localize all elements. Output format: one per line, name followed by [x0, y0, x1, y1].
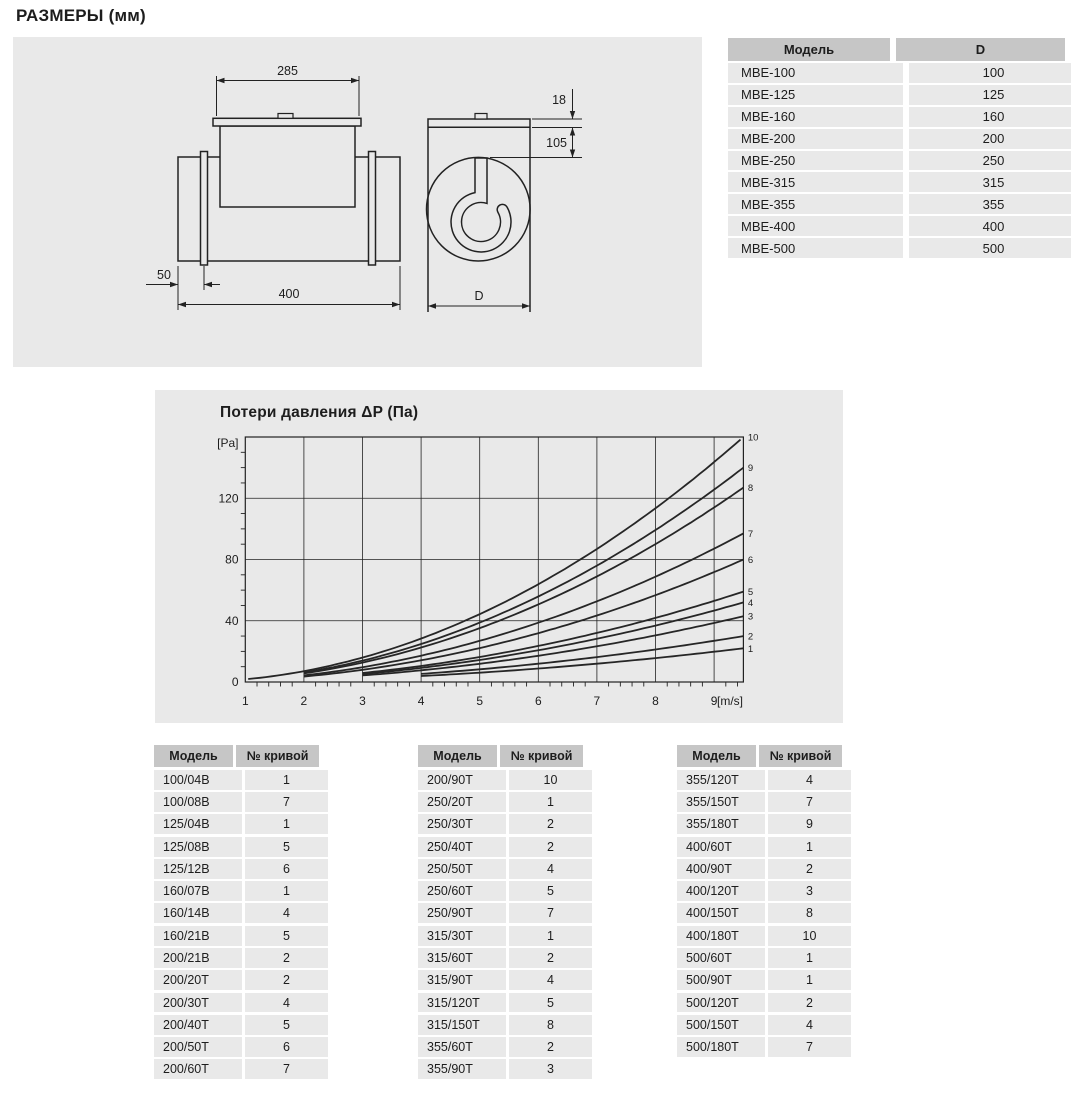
value-cell: 125: [909, 85, 1071, 105]
model-cell: 500/60Т: [677, 948, 765, 968]
value-cell: 2: [509, 948, 592, 968]
model-cell: 500/120Т: [677, 993, 765, 1013]
table-row: [677, 792, 851, 812]
model-cell: МВЕ-200: [728, 129, 903, 149]
table-header-row: [728, 38, 1071, 61]
model-cell: 315/60Т: [418, 948, 506, 968]
dimension-arrow: [570, 111, 575, 119]
table-row: [677, 770, 851, 790]
dimension-arrow: [204, 282, 212, 287]
value-cell: 2: [245, 970, 328, 990]
value-cell: 160: [909, 107, 1071, 127]
value-cell: 4: [768, 1015, 851, 1035]
value-cell: 1: [245, 881, 328, 901]
value-cell: 6: [245, 1037, 328, 1057]
x-tick-label: 4: [417, 694, 425, 708]
table-row: [418, 814, 592, 834]
table-row: [677, 993, 851, 1013]
value-cell: 200: [909, 129, 1071, 149]
table-row: [418, 1059, 592, 1079]
model-cell: 315/150Т: [418, 1015, 506, 1035]
table-row: [154, 792, 328, 812]
value-cell: 4: [245, 993, 328, 1013]
model-cell: 400/120Т: [677, 881, 765, 901]
x-tick-label: 5: [476, 694, 484, 708]
y-tick-label: 0: [231, 675, 239, 690]
table-row: [677, 1037, 851, 1057]
y-tick-label: 40: [225, 613, 239, 628]
table-row: [154, 770, 328, 790]
table-row: [418, 837, 592, 857]
value-cell: 2: [509, 814, 592, 834]
curve-label-8: 8: [747, 483, 754, 495]
dim-label-18: 18: [552, 93, 566, 107]
value-cell: 7: [768, 792, 851, 812]
value-cell: 4: [768, 770, 851, 790]
model-cell: 200/60Т: [154, 1059, 242, 1079]
table-row: [154, 1015, 328, 1035]
model-cell: 315/90Т: [418, 970, 506, 990]
table-row: [677, 859, 851, 879]
x-tick-label: 2: [300, 694, 308, 708]
value-cell: 1: [768, 948, 851, 968]
value-cell: 7: [245, 1059, 328, 1079]
table-row: [418, 970, 592, 990]
model-cell: 355/120Т: [677, 770, 765, 790]
table-row: [728, 107, 1071, 127]
value-cell: 4: [245, 903, 328, 923]
table-row: [154, 948, 328, 968]
curve-table-2: [418, 745, 592, 1082]
chart-title: Потери давления ΔP (Па): [220, 404, 419, 421]
table-row: [677, 837, 851, 857]
model-cell: 100/08В: [154, 792, 242, 812]
header-cell: № кривой: [759, 745, 842, 767]
model-cell: 400/180Т: [677, 926, 765, 946]
model-diameter-table: [728, 38, 1071, 260]
x-tick-label: 9: [710, 694, 718, 708]
curve-label-2: 2: [747, 631, 754, 643]
page-title: РАЗМЕРЫ (мм): [16, 6, 146, 25]
model-cell: 200/50Т: [154, 1037, 242, 1057]
table-row: [677, 970, 851, 990]
model-cell: 355/90Т: [418, 1059, 506, 1079]
model-cell: 200/20Т: [154, 970, 242, 990]
curve-label-3: 3: [747, 611, 754, 623]
value-cell: 1: [768, 970, 851, 990]
flange-left: [201, 152, 208, 266]
table-header-row: [154, 745, 328, 767]
value-cell: 2: [509, 1037, 592, 1057]
table-row: [677, 1015, 851, 1035]
duct-body-front: [428, 119, 530, 312]
table-row: [677, 926, 851, 946]
model-cell: 100/04В: [154, 770, 242, 790]
curve-label-6: 6: [747, 555, 754, 567]
dim-label-D: D: [474, 289, 484, 303]
dimension-arrow: [170, 282, 178, 287]
value-cell: 5: [245, 1015, 328, 1035]
table-row: [418, 859, 592, 879]
table-row: [418, 1015, 592, 1035]
model-cell: 160/07В: [154, 881, 242, 901]
model-cell: 400/150Т: [677, 903, 765, 923]
value-cell: 1: [768, 837, 851, 857]
table-row: [418, 903, 592, 923]
x-tick-label: 8: [652, 694, 659, 708]
curve-label-9: 9: [747, 463, 754, 475]
table-row: [728, 85, 1071, 105]
model-cell: МВЕ-355: [728, 194, 903, 214]
value-cell: 500: [909, 238, 1071, 258]
table-header-row: [418, 745, 592, 767]
table-row: [154, 993, 328, 1013]
dimension-arrow: [392, 302, 400, 307]
lid-knob-side: [278, 114, 293, 119]
model-cell: 200/21В: [154, 948, 242, 968]
value-cell: 9: [768, 814, 851, 834]
model-cell: 125/08В: [154, 837, 242, 857]
technical-drawing: [13, 37, 702, 367]
table-row: [418, 948, 592, 968]
table-row: [418, 881, 592, 901]
model-cell: 250/30Т: [418, 814, 506, 834]
table-row: [728, 63, 1071, 83]
y-tick-label: 80: [225, 552, 239, 567]
value-cell: 5: [509, 881, 592, 901]
model-cell: МВЕ-100: [728, 63, 903, 83]
heating-element-hook: [451, 158, 511, 252]
curve-label-10: 10: [747, 432, 759, 444]
table-row: [728, 151, 1071, 171]
header-cell: Модель: [418, 745, 497, 767]
dimension-arrow: [178, 302, 186, 307]
value-cell: 3: [509, 1059, 592, 1079]
model-cell: 355/180Т: [677, 814, 765, 834]
table-row: [418, 792, 592, 812]
curve-table-3: [677, 745, 851, 1059]
model-cell: 250/60Т: [418, 881, 506, 901]
terminal-box-lid-side: [213, 118, 361, 126]
table-row: [418, 1037, 592, 1057]
header-cell: № кривой: [236, 745, 319, 767]
model-cell: 500/150Т: [677, 1015, 765, 1035]
value-cell: 6: [245, 859, 328, 879]
value-cell: 1: [509, 926, 592, 946]
x-tick-label: 3: [359, 694, 366, 708]
model-cell: 250/40Т: [418, 837, 506, 857]
table-row: [677, 903, 851, 923]
value-cell: 5: [245, 837, 328, 857]
model-cell: 250/50Т: [418, 859, 506, 879]
table-row: [154, 903, 328, 923]
curve-table-1: [154, 745, 328, 1082]
value-cell: 1: [245, 770, 328, 790]
value-cell: 10: [509, 770, 592, 790]
value-cell: 2: [245, 948, 328, 968]
dim-label-50: 50: [157, 268, 171, 282]
model-cell: 500/90Т: [677, 970, 765, 990]
model-cell: 200/30Т: [154, 993, 242, 1013]
x-tick-label: 7: [593, 694, 601, 708]
value-cell: 2: [509, 837, 592, 857]
model-cell: 355/60Т: [418, 1037, 506, 1057]
model-cell: 315/30Т: [418, 926, 506, 946]
model-cell: 500/180Т: [677, 1037, 765, 1057]
model-cell: 200/90Т: [418, 770, 506, 790]
curve-label-1: 1: [747, 643, 754, 655]
x-tick-label: 1: [241, 694, 249, 708]
model-cell: 125/12В: [154, 859, 242, 879]
table-row: [154, 837, 328, 857]
value-cell: 250: [909, 151, 1071, 171]
model-cell: 400/60Т: [677, 837, 765, 857]
dim-label-400: 400: [278, 287, 300, 301]
value-cell: 315: [909, 172, 1071, 192]
terminal-box-side: [220, 126, 355, 207]
header-cell: Модель: [154, 745, 233, 767]
model-cell: 250/20Т: [418, 792, 506, 812]
value-cell: 10: [768, 926, 851, 946]
header-cell: Модель: [728, 38, 890, 61]
dimension-arrow: [428, 303, 436, 308]
duct-opening-circle: [427, 157, 531, 261]
y-tick-label: 120: [218, 491, 239, 506]
value-cell: 100: [909, 63, 1071, 83]
dimension-arrow: [570, 150, 575, 158]
table-row: [418, 993, 592, 1013]
table-row: [154, 881, 328, 901]
dimension-arrow: [351, 78, 359, 83]
model-cell: 355/150Т: [677, 792, 765, 812]
table-row: [418, 926, 592, 946]
value-cell: 4: [509, 859, 592, 879]
dim-label-285: 285: [277, 64, 298, 78]
x-axis-unit-label: [m/s]: [717, 694, 743, 708]
header-cell: D: [896, 38, 1065, 61]
value-cell: 7: [509, 903, 592, 923]
model-cell: 315/120Т: [418, 993, 506, 1013]
table-row: [677, 881, 851, 901]
table-row: [418, 770, 592, 790]
dimension-arrow: [570, 128, 575, 136]
x-tick-label: 6: [534, 694, 542, 708]
value-cell: 5: [509, 993, 592, 1013]
table-header-row: [677, 745, 851, 767]
table-row: [154, 1037, 328, 1057]
value-cell: 1: [245, 814, 328, 834]
model-cell: 160/21В: [154, 926, 242, 946]
header-cell: Модель: [677, 745, 756, 767]
table-row: [728, 194, 1071, 214]
y-axis-unit-label: [Pa]: [217, 436, 239, 450]
model-cell: МВЕ-160: [728, 107, 903, 127]
curve-label-5: 5: [747, 587, 754, 599]
model-cell: 125/04В: [154, 814, 242, 834]
model-cell: МВЕ-250: [728, 151, 903, 171]
table-row: [154, 1059, 328, 1079]
model-cell: 250/90Т: [418, 903, 506, 923]
value-cell: 4: [509, 970, 592, 990]
model-cell: МВЕ-400: [728, 216, 903, 236]
flange-right: [369, 152, 376, 266]
table-row: [728, 172, 1071, 192]
value-cell: 400: [909, 216, 1071, 236]
value-cell: 7: [768, 1037, 851, 1057]
value-cell: 7: [245, 792, 328, 812]
model-cell: 400/90Т: [677, 859, 765, 879]
table-row: [728, 238, 1071, 258]
value-cell: 2: [768, 993, 851, 1013]
dimension-arrow: [522, 303, 530, 308]
curve-label-4: 4: [747, 597, 754, 609]
table-row: [728, 129, 1071, 149]
table-row: [728, 216, 1071, 236]
value-cell: 8: [768, 903, 851, 923]
dim-label-105: 105: [546, 136, 567, 150]
model-cell: МВЕ-125: [728, 85, 903, 105]
value-cell: 2: [768, 859, 851, 879]
table-row: [677, 814, 851, 834]
table-row: [677, 948, 851, 968]
model-cell: 160/14В: [154, 903, 242, 923]
value-cell: 355: [909, 194, 1071, 214]
lid-knob-front: [475, 114, 487, 120]
model-cell: МВЕ-500: [728, 238, 903, 258]
model-cell: 200/40Т: [154, 1015, 242, 1035]
model-cell: МВЕ-315: [728, 172, 903, 192]
dimension-arrow: [217, 78, 225, 83]
value-cell: 1: [509, 792, 592, 812]
value-cell: 5: [245, 926, 328, 946]
table-row: [154, 814, 328, 834]
header-cell: № кривой: [500, 745, 583, 767]
curve-label-7: 7: [747, 528, 754, 540]
table-row: [154, 926, 328, 946]
value-cell: 8: [509, 1015, 592, 1035]
value-cell: 3: [768, 881, 851, 901]
pressure-loss-chart: [155, 390, 843, 723]
table-row: [154, 970, 328, 990]
table-row: [154, 859, 328, 879]
